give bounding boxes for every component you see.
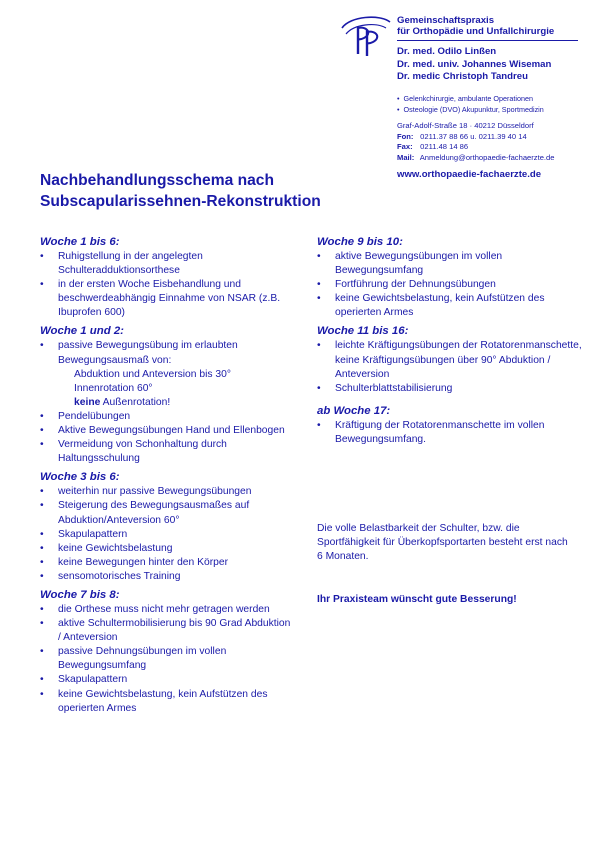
doctor-name: Dr. med. Odilo Linßen (397, 46, 497, 57)
doctor-name: Dr. medic Christoph Tandreu (397, 71, 528, 82)
list-item: • in der ersten Woche Eisbehandlung und beschwerdeabhängig Einnahme von NSAR (z.B. Ibuprofen 600) (40, 278, 295, 320)
list-item: • keine Gewichtsbelastung (40, 542, 295, 556)
list-item: • Fortführung der Dehnungsübungen (317, 278, 582, 292)
list-item-text: passive Bewegungsübung im erlaubten Bewegungsausmaß von: (58, 340, 238, 366)
section-heading: Woche 3 bis 6: (40, 471, 120, 484)
recovery-note: Die volle Belastbarkeit der Schulter, bzw. die Sportfähigkeit für Überkopfsportarten besteht erst nach 6 Monaten. (317, 523, 568, 563)
section-week-7-8 (40, 588, 295, 716)
list-item: • Ruhigstellung in der angelegten Schulteradduktionsorthese (40, 250, 295, 278)
mail-address[interactable]: Anmeldung@orthopaedie-fachaerzte.de (419, 152, 555, 162)
list-item: • keine Gewichtsbelastung, kein Aufstützen des operierten Armes (317, 292, 582, 320)
right-column (317, 235, 582, 451)
mail-label: Mail: (397, 152, 415, 162)
closing-wish: Ihr Praxisteam wünscht gute Besserung! (317, 594, 517, 605)
list-item: • Steigerung des Bewegungsausmaßes auf Abduktion/Anteversion 60° (40, 499, 295, 527)
list-item: • keine Gewichtsbelastung, kein Aufstützen des operierten Armes (40, 688, 295, 716)
phone-number: 0211.37 88 66 u. 0211.39 40 14 (420, 131, 527, 141)
sub-item: Innenrotation 60° (74, 382, 153, 394)
address: Graf-Adolf-Straße 18 · 40212 Düsseldorf (397, 121, 534, 130)
section-week-11-16 (317, 324, 582, 395)
doctor-name: Dr. med. univ. Johannes Wiseman (397, 58, 552, 70)
phone-label: Fon: (397, 131, 414, 141)
section-heading: Woche 11 bis 16: (317, 325, 409, 338)
list-item: • passive Dehnungsübungen im vollen Bewegungsumfang (40, 645, 295, 673)
practice-name-line2: für Orthopädie und Unfallchirurgie (397, 26, 555, 37)
list-item: • Pendelübungen (40, 410, 295, 424)
list-item: • Skapulapattern (40, 528, 295, 542)
specialty-list (397, 93, 544, 115)
practice-name-line1: Gemeinschaftspraxis (397, 15, 495, 26)
list-item: • keine Bewegungen hinter den Körper (40, 556, 295, 570)
list-item: • die Orthese muss nicht mehr getragen werden (40, 603, 295, 617)
emphasis-text: keine (74, 396, 101, 408)
list-item: • Aktive Bewegungsübungen Hand und Ellenbogen (40, 424, 295, 438)
phone-row (397, 132, 555, 143)
title-line2: Subscapularissehnen-Rekonstruktion (40, 193, 321, 210)
list-item: • Skapulapattern (40, 673, 295, 687)
list-item: • Vermeidung von Schonhaltung durch Haltungsschulung (40, 438, 295, 466)
website-link[interactable]: www.orthopaedie-fachaerzte.de (397, 169, 542, 180)
list-item: • aktive Bewegungsübungen im vollen Bewegungsumfang (317, 250, 582, 278)
section-heading: ab Woche 17: (317, 404, 391, 417)
section-week-1-2 (40, 324, 295, 466)
sub-item (58, 396, 295, 410)
list-item: • leichte Kräftigungsübungen der Rotatorenmanschette, keine Kräftigungsübungen über 90° Abduktion / Anteversion (317, 339, 582, 381)
title-line1: Nachbehandlungsschema nach (40, 172, 274, 189)
fax-number: 0211.48 14 86 (420, 142, 469, 152)
sub-item: Abduktion und Anteversion bis 30° (74, 368, 231, 380)
specialty-item: • Gelenkchirurgie, ambulante Operationen (397, 93, 544, 104)
header-divider (397, 40, 578, 41)
section-heading: Woche 1 und 2: (40, 325, 124, 338)
list-item (40, 339, 295, 409)
sub-item-text: Außenrotation! (100, 396, 171, 408)
list-item: • sensomotorisches Training (40, 570, 295, 584)
page-title (40, 170, 360, 212)
list-item: • Schulterblattstabilisierung (317, 382, 582, 396)
section-heading: Woche 9 bis 10: (317, 236, 403, 248)
fax-row (397, 142, 555, 153)
section-week-9-10 (317, 235, 582, 320)
left-column (40, 235, 295, 720)
doctor-list (397, 46, 551, 84)
section-heading: Woche 7 bis 8: (40, 588, 120, 601)
section-heading: Woche 1 bis 6: (40, 236, 120, 248)
fax-label: Fax: (397, 142, 413, 152)
mail-row (397, 153, 555, 164)
practice-logo-icon (340, 14, 392, 58)
practice-name (397, 15, 554, 37)
section-week-3-6 (40, 470, 295, 584)
contact-block (397, 121, 555, 163)
list-item: • weiterhin nur passive Bewegungsübungen (40, 485, 295, 499)
list-item: • Kräftigung der Rotatorenmanschette im vollen Bewegungsumfang. (317, 419, 582, 447)
list-item: • aktive Schultermobilisierung bis 90 Grad Abduktion / Anteversion (40, 617, 295, 645)
section-week-1-6 (40, 235, 295, 320)
section-week-17 (317, 404, 582, 447)
specialty-item: • Osteologie (DVO) Akupunktur, Sportmedizin (397, 104, 544, 115)
